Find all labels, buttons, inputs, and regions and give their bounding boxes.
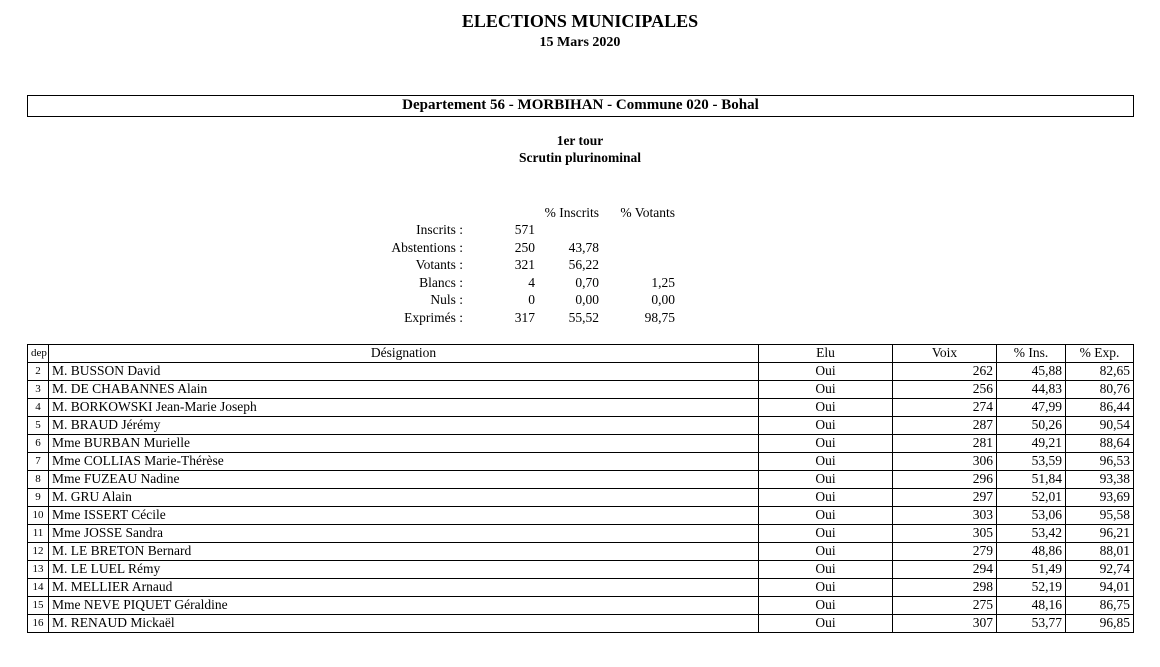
cell-designation: Mme FUZEAU Nadine [49,470,759,488]
summary-row-inscrits [283,222,675,240]
summary-header-spacer [283,204,463,222]
summary-header-pct-votants: % Votants [620,204,675,220]
cell-designation: M. DE CHABANNES Alain [49,380,759,398]
results-header-row [28,344,1134,362]
results-header-dep: dep [28,344,49,362]
cell-pct-exp: 96,85 [1066,614,1134,632]
cell-designation: M. BRAUD Jérémy [49,416,759,434]
cell-pct-ins: 53,59 [997,452,1066,470]
cell-dep: 14 [28,578,49,596]
cell-designation: M. LE LUEL Rémy [49,560,759,578]
summary-pct-votants [599,222,675,240]
cell-pct-ins: 53,06 [997,506,1066,524]
cell-dep: 13 [28,560,49,578]
cell-elu: Oui [759,452,893,470]
cell-dep: 9 [28,488,49,506]
cell-pct-exp: 88,64 [1066,434,1134,452]
cell-pct-ins: 48,86 [997,542,1066,560]
summary-value: 321 [514,257,535,273]
cell-dep: 6 [28,434,49,452]
cell-dep: 10 [28,506,49,524]
cell-elu: Oui [759,434,893,452]
cell-voix: 256 [893,380,997,398]
cell-designation: M. BORKOWSKI Jean-Marie Joseph [49,398,759,416]
cell-elu: Oui [759,416,893,434]
cell-designation: M. GRU Alain [49,488,759,506]
cell-dep: 8 [28,470,49,488]
summary-header-pct-inscrits: % Inscrits [544,204,599,220]
cell-voix: 307 [893,614,997,632]
cell-voix: 262 [893,362,997,380]
table-row [28,380,1134,398]
cell-designation: M. BUSSON David [49,362,759,380]
table-row [28,362,1134,380]
summary-value: 4 [528,274,535,290]
summary-row-abstentions [283,239,675,257]
cell-elu: Oui [759,506,893,524]
cell-pct-exp: 93,38 [1066,470,1134,488]
cell-elu: Oui [759,362,893,380]
cell-dep: 16 [28,614,49,632]
table-row [28,614,1134,632]
results-header-elu: Elu [759,344,893,362]
cell-dep: 3 [28,380,49,398]
cell-pct-ins: 49,21 [997,434,1066,452]
table-row [28,416,1134,434]
cell-pct-exp: 92,74 [1066,560,1134,578]
cell-pct-exp: 96,21 [1066,524,1134,542]
cell-voix: 297 [893,488,997,506]
cell-pct-ins: 45,88 [997,362,1066,380]
table-row [28,560,1134,578]
cell-pct-ins: 44,83 [997,380,1066,398]
summary-label: Abstentions : [391,239,463,255]
cell-pct-ins: 52,01 [997,488,1066,506]
cell-voix: 296 [893,470,997,488]
summary-label: Votants : [415,257,463,273]
cell-pct-ins: 53,42 [997,524,1066,542]
results-header-pct-exp: % Exp. [1066,344,1134,362]
results-header-pct-ins: % Ins. [997,344,1066,362]
cell-designation: Mme COLLIAS Marie-Thérèse [49,452,759,470]
cell-elu: Oui [759,398,893,416]
cell-dep: 7 [28,452,49,470]
cell-designation: M. LE BRETON Bernard [49,542,759,560]
cell-elu: Oui [759,560,893,578]
round-title: 1er tour [556,133,604,148]
cell-dep: 2 [28,362,49,380]
cell-designation: Mme NEVE PIQUET Géraldine [49,596,759,614]
department-banner: Departement 56 - MORBIHAN - Commune 020 - Bohal [27,95,1134,117]
summary-pct-votants [599,257,675,275]
summary-row-blancs [283,274,675,292]
table-row [28,524,1134,542]
cell-elu: Oui [759,578,893,596]
summary-label: Blancs : [419,274,463,290]
ballot-type-label: Scrutin plurinominal [519,150,641,165]
cell-pct-ins: 50,26 [997,416,1066,434]
table-row [28,506,1134,524]
summary-pct-inscrits: 56,22 [568,257,599,273]
cell-elu: Oui [759,488,893,506]
cell-voix: 303 [893,506,997,524]
cell-pct-ins: 51,49 [997,560,1066,578]
cell-voix: 298 [893,578,997,596]
cell-pct-exp: 80,76 [1066,380,1134,398]
results-header-designation: Désignation [49,344,759,362]
cell-designation: Mme JOSSE Sandra [49,524,759,542]
cell-voix: 294 [893,560,997,578]
summary-pct-inscrits: 43,78 [568,239,599,255]
cell-pct-exp: 93,69 [1066,488,1134,506]
cell-dep: 15 [28,596,49,614]
summary-pct-inscrits: 0,00 [575,292,599,308]
cell-dep: 4 [28,398,49,416]
summary-label: Nuls : [430,292,463,308]
summary-header-spacer [463,204,535,222]
cell-voix: 275 [893,596,997,614]
summary-pct-votants: 98,75 [644,309,675,325]
cell-pct-exp: 94,01 [1066,578,1134,596]
cell-elu: Oui [759,380,893,398]
results-header-voix: Voix [893,344,997,362]
page-date: 15 Mars 2020 [539,35,621,50]
summary-label: Exprimés : [404,309,463,325]
cell-designation: Mme ISSERT Cécile [49,506,759,524]
cell-dep: 11 [28,524,49,542]
cell-voix: 279 [893,542,997,560]
summary-table [283,204,675,327]
cell-dep: 12 [28,542,49,560]
table-row [28,434,1134,452]
cell-voix: 287 [893,416,997,434]
table-row [28,398,1134,416]
cell-voix: 274 [893,398,997,416]
summary-value: 250 [514,239,535,255]
cell-pct-exp: 95,58 [1066,506,1134,524]
cell-designation: Mme BURBAN Murielle [49,434,759,452]
page-title: ELECTIONS MUNICIPALES [461,11,699,31]
summary-pct-votants [599,239,675,257]
summary-pct-inscrits [535,222,599,240]
cell-designation: M. MELLIER Arnaud [49,578,759,596]
cell-pct-exp: 86,75 [1066,596,1134,614]
table-row [28,452,1134,470]
summary-pct-inscrits: 55,52 [568,309,599,325]
summary-row-nuls [283,292,675,310]
cell-elu: Oui [759,614,893,632]
cell-pct-ins: 52,19 [997,578,1066,596]
summary-row-votants [283,257,675,275]
table-row [28,542,1134,560]
cell-dep: 5 [28,416,49,434]
cell-pct-exp: 96,53 [1066,452,1134,470]
cell-pct-ins: 53,77 [997,614,1066,632]
cell-voix: 305 [893,524,997,542]
cell-elu: Oui [759,524,893,542]
summary-row-exprimes [283,309,675,327]
cell-designation: M. RENAUD Mickaël [49,614,759,632]
cell-elu: Oui [759,596,893,614]
cell-pct-ins: 51,84 [997,470,1066,488]
cell-pct-exp: 90,54 [1066,416,1134,434]
summary-pct-votants: 0,00 [651,292,675,308]
summary-value: 571 [514,222,535,238]
summary-pct-votants: 1,25 [651,274,675,290]
summary-header-row [283,204,675,222]
table-row [28,470,1134,488]
cell-pct-exp: 88,01 [1066,542,1134,560]
results-table [27,344,1134,633]
summary-label: Inscrits : [416,222,463,238]
cell-voix: 306 [893,452,997,470]
cell-pct-ins: 48,16 [997,596,1066,614]
cell-pct-ins: 47,99 [997,398,1066,416]
cell-elu: Oui [759,542,893,560]
cell-pct-exp: 86,44 [1066,398,1134,416]
cell-pct-exp: 82,65 [1066,362,1134,380]
table-row [28,578,1134,596]
summary-value: 0 [528,292,535,308]
summary-value: 317 [514,309,535,325]
cell-elu: Oui [759,470,893,488]
table-row [28,596,1134,614]
table-row [28,488,1134,506]
cell-voix: 281 [893,434,997,452]
summary-pct-inscrits: 0,70 [575,274,599,290]
